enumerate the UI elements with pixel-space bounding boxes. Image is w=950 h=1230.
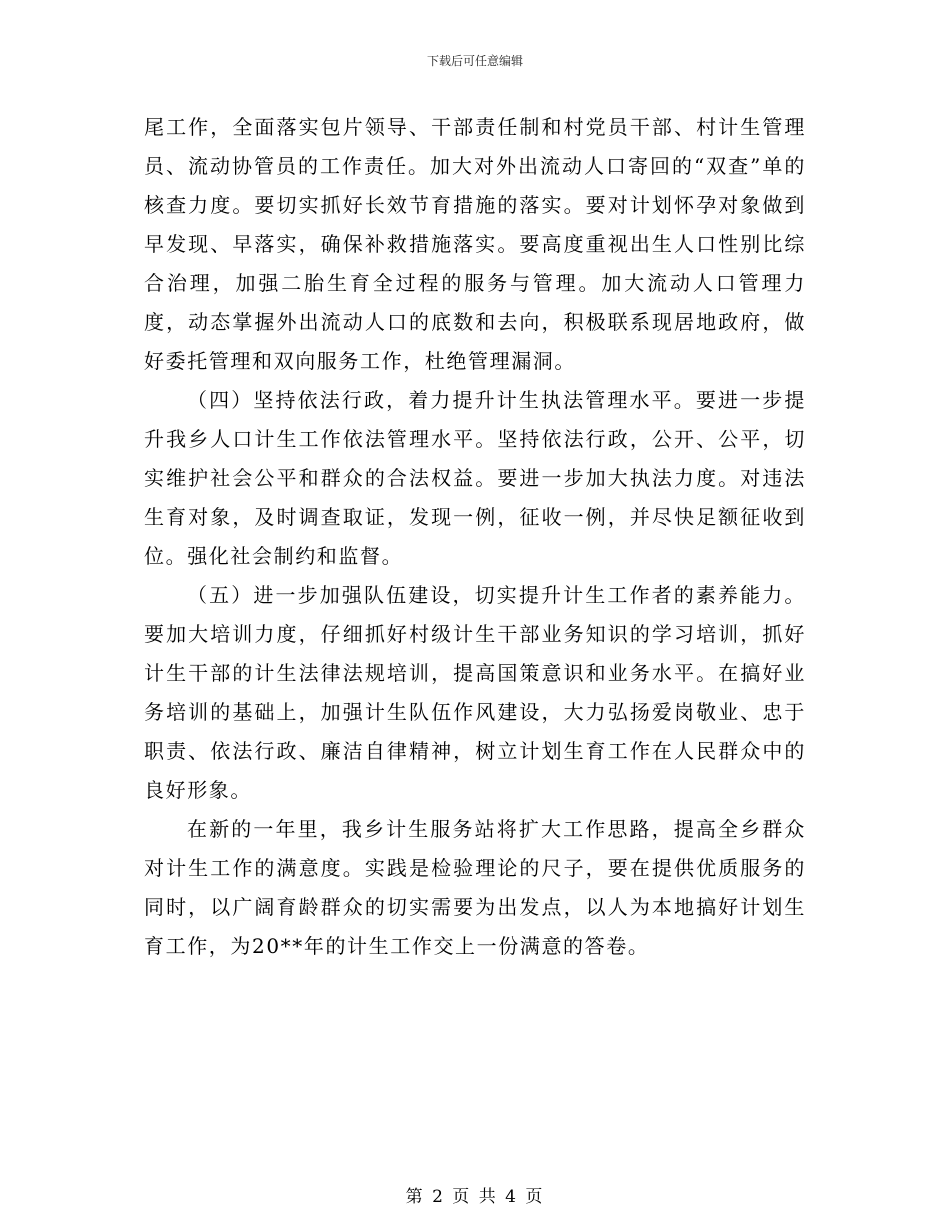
page-number-footer: 第 2 页 共 4 页 [405,1187,545,1207]
page-header: 下载后可任意编辑 [426,54,523,68]
paragraph-section-4: （四）坚持依法行政，着力提升计生执法管理水平。要进一步提升我乡人口计生工作依法管理水平。坚持依法行政，公开、公平，切实维护社会公平和群众的合法权益。要进一步加大执法力度。对违法生育对象，及时调查取证，发现一例，征收一例，并尽快足额征收到位。强化社会制约和监督。 [144,388,806,568]
paragraph-conclusion: 在新的一年里，我乡计生服务站将扩大工作思路，提高全乡群众对计生工作的满意度。实践是检验理论的尺子，要在提供优质服务的同时，以广阔育龄群众的切实需要为出发点，以人为本地搞好计划生育工作，为20**年的计生工作交上一份满意的答卷。 [144,817,806,958]
paragraph-section-5: （五）进一步加强队伍建设，切实提升计生工作者的素养能力。要加大培训力度，仔细抓好村级计生干部业务知识的学习培训，抓好计生干部的计生法律法规培训，提高国策意识和业务水平。在搞好业务培训的基础上，加强计生队伍作风建设，大力弘扬爱岗敬业、忠于职责、依法行政、廉洁自律精神，树立计划生育工作在人民群众中的良好形象。 [144,583,806,802]
paragraph-continuation: 尾工作，全面落实包片领导、干部责任制和村党员干部、村计生管理员、流动协管员的工作责任。加大对外出流动人口寄回的“双查”单的核查力度。要切实抓好长效节育措施的落实。要对计划怀孕对象做到早发现、早落实，确保补救措施落实。要高度重视出生人口性别比综合治理，加强二胎生育全过程的服务与管理。加大流动人口管理力度，动态掌握外出流动人口的底数和去向，积极联系现居地政府，做好委托管理和双向服务工作，杜绝管理漏洞。 [144,115,806,373]
document-body [144,108,806,966]
